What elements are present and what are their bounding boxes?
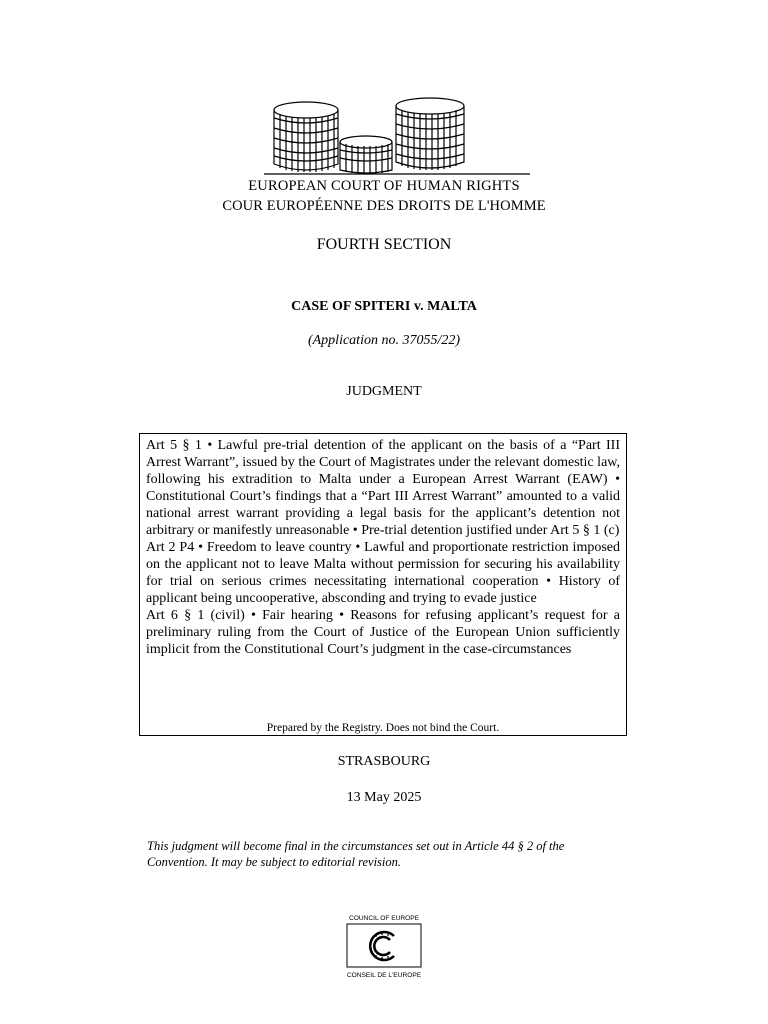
court-name-french: COUR EUROPÉENNE DES DROITS DE L'HOMME bbox=[222, 198, 546, 214]
registry-disclaimer: Prepared by the Registry. Does not bind the Court. bbox=[266, 722, 500, 734]
summary-paragraph-art5: Art 5 § 1 • Lawful pre-trial detention of the applicant on the basis of a “Part III Arrest Warrant”, issued by the Court of Magistrates under the relevant domestic law, following his extradition to Malta under a European Arrest Warrant (EAW) • Constitutional Court’s findings that a “Part III Arrest Warrant” amounted to a valid national arrest warrant providing a legal basis for the applicant’s detention not arbitrary or manifestly unreasonable • Pre-trial detention justified under Art 5 § 1 (c) bbox=[146, 438, 620, 538]
application-number: (Application no. 37055/22) bbox=[307, 333, 461, 348]
section-heading: FOURTH SECTION bbox=[316, 236, 452, 253]
document-type: JUDGMENT bbox=[346, 384, 422, 399]
coe-name-english: COUNCIL OF EUROPE bbox=[348, 915, 420, 922]
court-building-logo bbox=[262, 96, 532, 178]
summary-paragraph-art2p4: Art 2 P4 • Freedom to leave country • Lawful and proportionate restriction imposed on the applicant not to leave Malta without permission for securing his availability for trial on serious crimes necessitating international cooperation • History of applicant being uncooperative, absconding and trying to evade justice bbox=[146, 540, 620, 606]
keywords-summary-box bbox=[139, 433, 627, 736]
judgment-date: 13 May 2025 bbox=[346, 790, 422, 805]
place: STRASBOURG bbox=[337, 754, 431, 769]
finality-note: This judgment will become final in the circumstances set out in Article 44 § 2 of the Convention. It may be subject to editorial revision. bbox=[147, 839, 565, 869]
case-title: CASE OF SPITERI v. MALTA bbox=[291, 299, 477, 314]
summary-paragraph-art6: Art 6 § 1 (civil) • Fair hearing • Reasons for refusing applicant’s request for a preliminary ruling from the Court of Justice of the European Union sufficiently implicit from the Constitutional Court’s judgment in the case-circumstances bbox=[146, 608, 620, 657]
council-of-europe-emblem-icon bbox=[338, 912, 430, 980]
council-of-europe-logo bbox=[338, 912, 430, 980]
court-name-english: EUROPEAN COURT OF HUMAN RIGHTS bbox=[248, 178, 520, 194]
coe-name-french: CONSEIL DE L'EUROPE bbox=[346, 972, 422, 979]
